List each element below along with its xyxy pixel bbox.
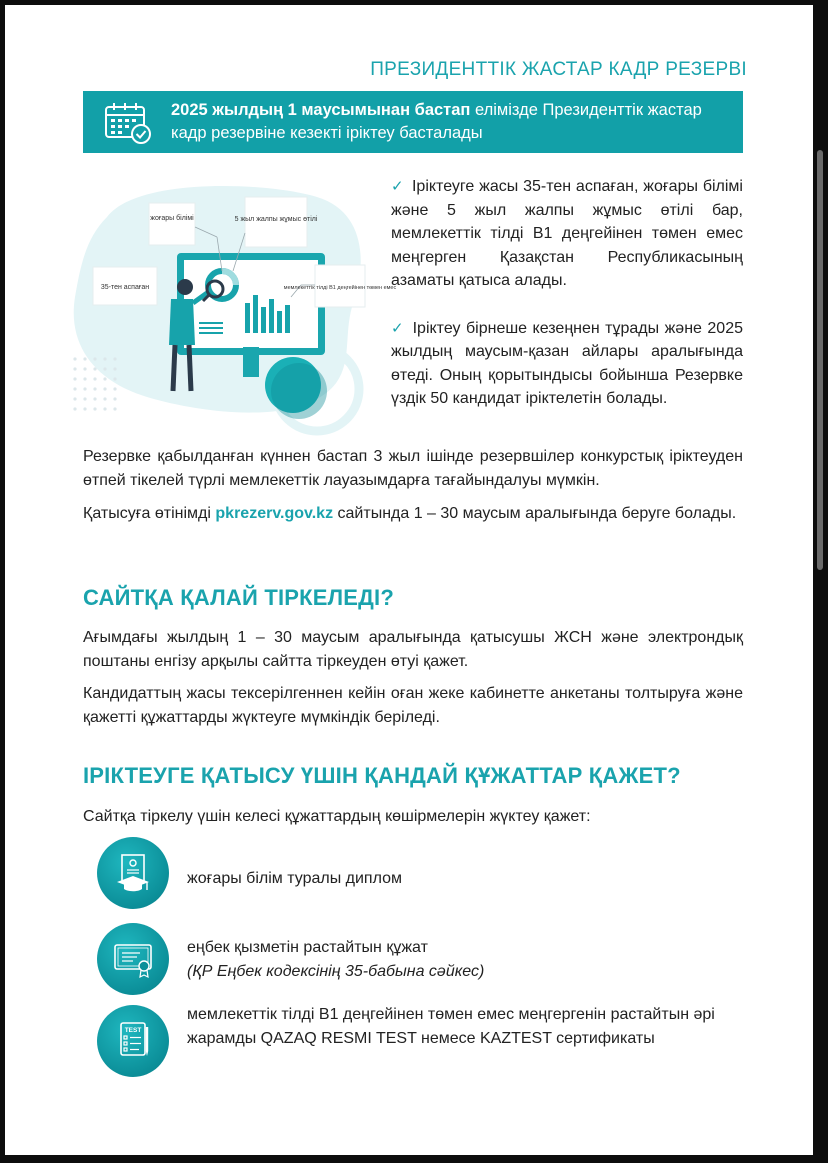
diploma-icon-badge (97, 837, 169, 909)
document-title: ПРЕЗИДЕНТТІК ЖАСТАР КАДР РЕЗЕРВІ (370, 59, 747, 80)
label-education: жоғары білімі (150, 215, 194, 222)
list-item: ✓ Іріктеуге жасы 35-тен аспаған, жоғары білімі және 5 жыл жалпы жұмыс өтілі бар, мемлекеттік тілді В1 деңгейінен төмен емес меңгерген Қазақстан Республикасының азаматы қатыса алады. (391, 178, 743, 289)
document-item-language-certificate: мемлекеттік тілді В1 деңгейінен төмен емес меңгергенін растайтын әрі жарамды QAZAQ RESMI TEST немесе KAZTEST сертификаты (187, 1006, 715, 1047)
label-age: 35-тен аспаған (100, 284, 150, 291)
banner-message: елімізде Президенттік жастар кадр резервіне кезекті іріктеу басталады (171, 101, 702, 142)
calendar-check-icon (103, 101, 153, 145)
register-paragraph-2: Кандидаттың жасы тексерілгеннен кейін оған жеке кабинетте анкетаны толтыруға және қажетті құжаттарды жүктеуге мүмкіндік беріледі. (83, 685, 743, 726)
scrollbar-thumb[interactable] (817, 150, 823, 570)
checkmark-icon: ✓ (391, 178, 404, 195)
documents-intro: Сайтқа тіркелу үшін келесі құжаттардың көшірмелерін жүктеу қажет: (83, 808, 591, 825)
svg-text:TEST: TEST (124, 1027, 142, 1034)
checkmark-icon: ✓ (391, 319, 405, 337)
test-icon-badge (97, 1005, 169, 1077)
label-language: мемлекеттік тілді В1 деңгейінен төмен емес (283, 285, 397, 291)
label-experience: 5 жыл жалпы жұмыс өтілі (234, 216, 318, 223)
pkrezerv-link[interactable]: pkrezerv.gov.kz (215, 505, 334, 522)
list-item: ✓ Іріктеу бірнеше кезеңнен тұрады және 2025 жылдың маусым-қазан айлары аралығында өтеді. Оның қорытындысы бойынша Резервке үздік 50 кандидат іріктелетін болады. (391, 319, 743, 407)
certificate-icon-badge (97, 923, 169, 995)
documents-heading: ІРІКТЕУГЕ ҚАТЫСУ ҮШІН ҚАНДАЙ ҚҰЖАТТАР ҚАЖЕТ? (83, 763, 681, 788)
document-item-employment: еңбек қызметін растайтын құжат (ҚР Еңбек кодексінің 35-бабына сәйкес) (187, 939, 485, 980)
register-paragraph-1: Ағымдағы жылдың 1 – 30 маусым аралығында қатысушы ЖСН және электрондық поштаны енгізу арқылы сайтта тіркеуден өтуі қажет. (83, 629, 743, 670)
test-document-icon (113, 1021, 153, 1061)
banner-date: 2025 жылдың 1 маусымынан бастап (171, 101, 471, 119)
analytics-illustration (67, 177, 397, 435)
banner-text (171, 99, 737, 145)
employment-note: (ҚР Еңбек кодексінің 35-бабына сәйкес) (187, 962, 485, 980)
diploma-icon (113, 853, 153, 893)
document-item-diploma: жоғары білім туралы диплом (187, 870, 402, 887)
document-page (5, 5, 813, 1155)
appointment-paragraph: Резервке қабылданған күннен бастап 3 жыл ішінде резервшілер конкурстық іріктеуден өтпей тікелей түрлі мемлекеттік лауазымдарға тағайындалуы мүмкін. (83, 448, 743, 489)
application-paragraph: Қатысуға өтінімді pkrezerv.gov.kz сайтында 1 – 30 маусым аралығында беруге болады. (83, 505, 737, 522)
certificate-icon (113, 939, 153, 979)
announcement-banner (83, 91, 743, 153)
register-heading: САЙТҚА ҚАЛАЙ ТІРКЕЛЕДІ? (83, 585, 394, 610)
eligibility-bullets (391, 175, 743, 435)
